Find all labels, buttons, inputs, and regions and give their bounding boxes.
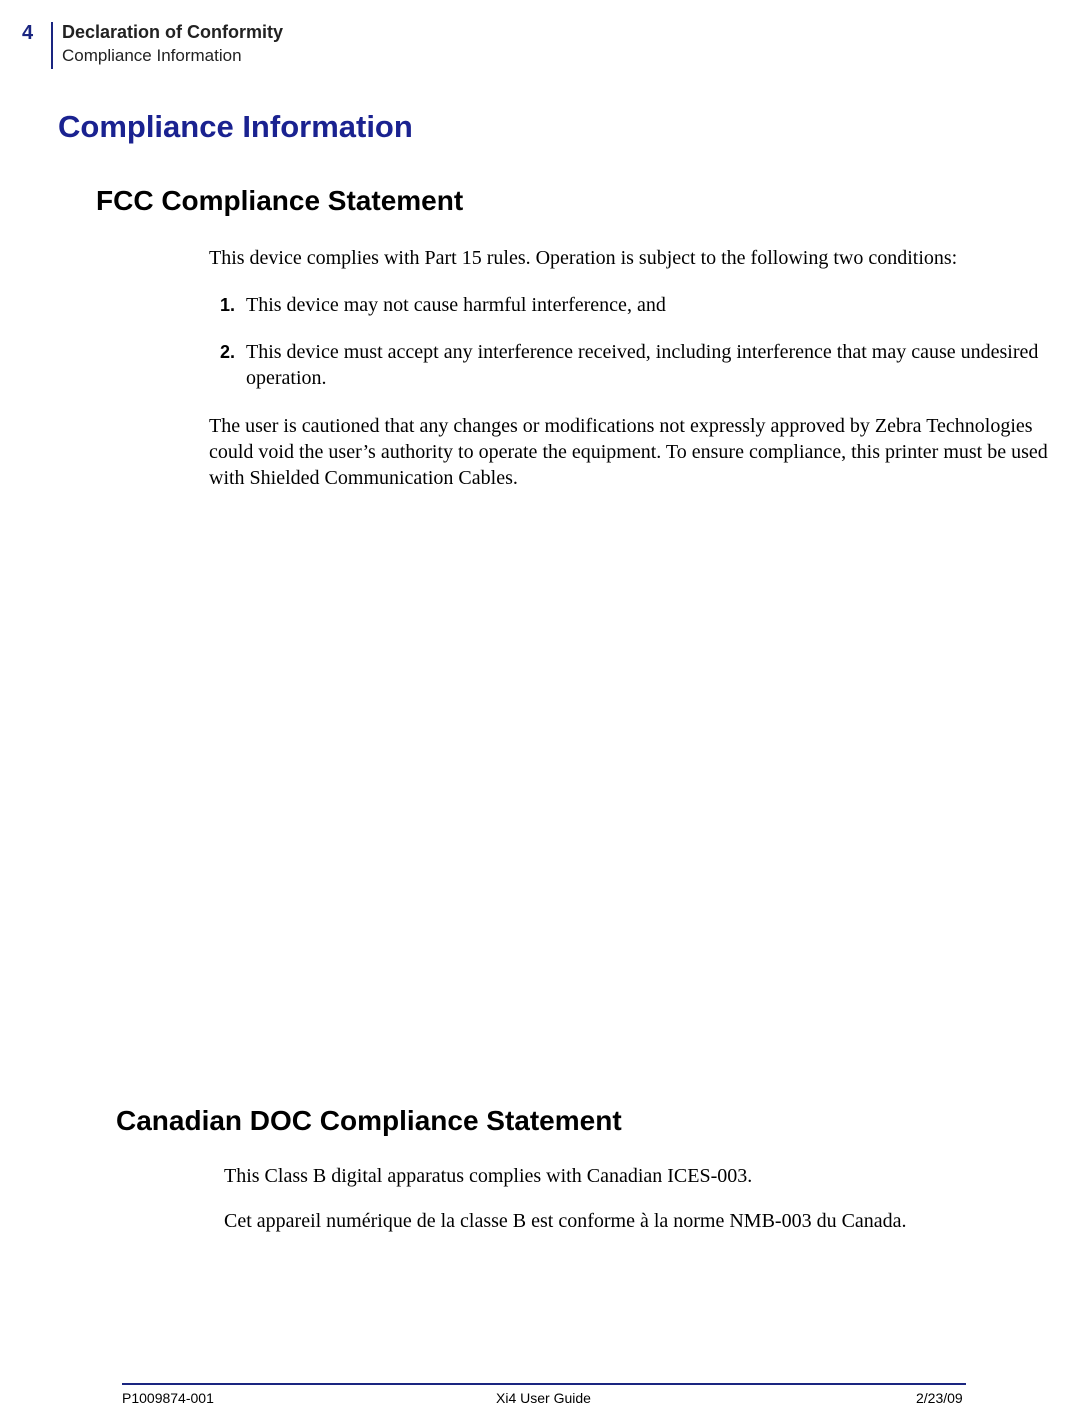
canadian-heading: Canadian DOC Compliance Statement <box>116 1105 622 1136</box>
fcc-heading: FCC Compliance Statement <box>96 185 464 216</box>
header-section: Compliance Information <box>62 46 242 65</box>
footer-rule <box>122 1383 966 1385</box>
list-text: This device must accept any interference received, including interference that may cause undesired operation. <box>246 341 1039 389</box>
header-divider <box>51 22 53 69</box>
footer-part-number: P1009874-001 <box>122 1390 214 1406</box>
footer-guide-title: Xi4 User Guide <box>496 1390 591 1406</box>
header-chapter: Declaration of Conformity <box>62 22 284 42</box>
page-title: Compliance Information <box>58 109 413 144</box>
fcc-intro: This device complies with Part 15 rules. Operation is subject to the following two conditions: <box>209 247 958 269</box>
page-number: 4 <box>22 22 34 44</box>
fcc-conditions-list <box>209 292 1039 412</box>
canadian-english: This Class B digital apparatus complies with Canadian ICES-003. <box>224 1165 753 1187</box>
list-number: 1. <box>220 295 236 315</box>
list-item <box>209 339 1039 391</box>
footer-date: 2/23/09 <box>916 1390 963 1406</box>
fcc-caution: The user is cautioned that any changes or modifications not expressly approved by Zebra Technologies could void the user’s authority to operate the equipment. To ensure compliance, this printer must be used with Shielded Communication Cables. <box>209 415 1048 489</box>
list-text: This device may not cause harmful interference, and <box>246 294 666 316</box>
list-number: 2. <box>220 342 236 362</box>
list-item <box>209 292 1039 318</box>
canadian-french: Cet appareil numérique de la classe B est conforme à la norme NMB-003 du Canada. <box>224 1210 907 1232</box>
